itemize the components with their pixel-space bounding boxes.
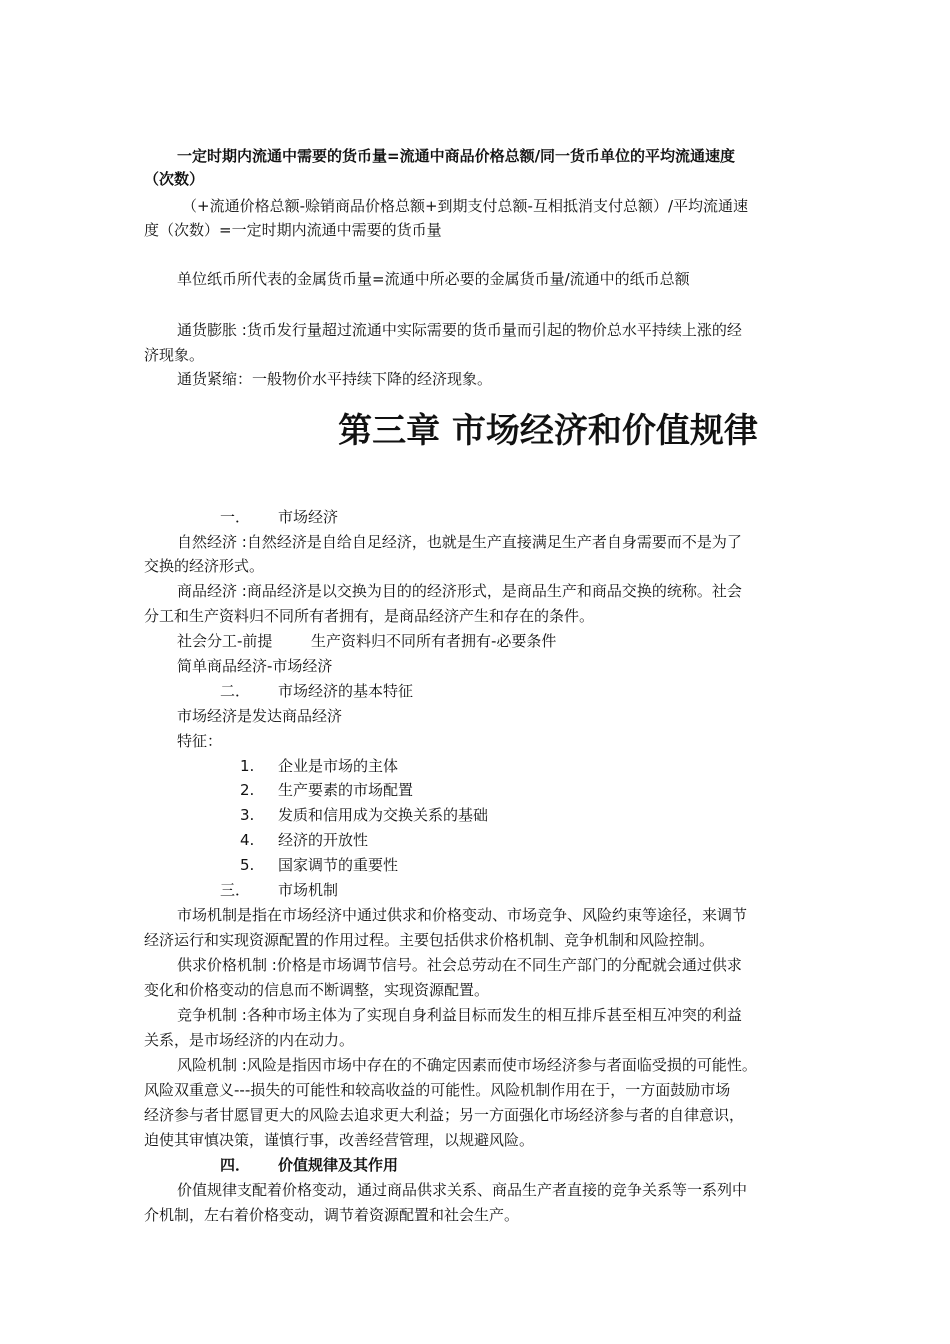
market-mechanism-line2: 经济运行和实现资源配置的作用过程。主要包括供求价格机制、竞争机制和风险控制。 bbox=[144, 931, 715, 949]
section-number: 一． bbox=[220, 508, 251, 526]
natural-economy-line1: 自然经济 :自然经济是自给自足经济，也就是生产直接满足生产者自身需要而不是为了 bbox=[177, 533, 742, 551]
value-law-line1: 价值规律支配着价格变动，通过商品供求关系、商品生产者直接的竞争关系等一系列中 bbox=[177, 1181, 748, 1199]
list-item-text: 发质和信用成为交换关系的基础 bbox=[278, 806, 489, 824]
list-item-text: 经济的开放性 bbox=[278, 831, 369, 849]
section-title: 市场经济的基本特征 bbox=[278, 682, 414, 700]
list-item-text: 生产要素的市场配置 bbox=[278, 781, 414, 799]
section-number: 二． bbox=[220, 682, 251, 700]
competition-mechanism-line2: 关系，是市场经济的内在动力。 bbox=[144, 1031, 355, 1049]
paper-money-formula: 单位纸币所代表的金属货币量=流通中所必要的金属货币量/流通中的纸币总额 bbox=[177, 270, 690, 288]
risk-mechanism-line3: 经济参与者甘愿冒更大的风险去追求更大利益；另一方面强化市场经济参与者的自律意识， bbox=[144, 1106, 745, 1124]
simple-economy-text: 简单商品经济-市场经济 bbox=[177, 657, 333, 675]
risk-mechanism-line1: 风险机制 :风险是指因市场中存在的不确定因素而使市场经济参与者面临受损的可能性。 bbox=[177, 1056, 757, 1074]
price-mechanism-line2: 变化和价格变动的信息而不断调整，实现资源配置。 bbox=[144, 981, 490, 999]
competition-mechanism-line1: 竞争机制 :各种市场主体为了实现自身利益目标而发生的相互排斥甚至相互冲突的利益 bbox=[177, 1006, 742, 1024]
market-mechanism-line1: 市场机制是指在市场经济中通过供求和价格变动、市场竞争、风险约束等途径，来调节 bbox=[177, 906, 748, 924]
list-item-number: 5. bbox=[240, 856, 255, 874]
price-mechanism-line1: 供求价格机制 :价格是市场调节信号。社会总劳动在不同生产部门的分配就会通过供求 bbox=[177, 956, 742, 974]
market-economy-intro: 市场经济是发达商品经济 bbox=[177, 707, 343, 725]
money-formula2-line1: （+流通价格总额-赊销商品价格总额+到期支付总额-互相抵消支付总额）/平均流通速 bbox=[182, 197, 749, 215]
list-item-number: 3. bbox=[240, 806, 255, 824]
inflation-def-line2: 济现象。 bbox=[144, 346, 205, 364]
section-title: 价值规律及其作用 bbox=[278, 1156, 399, 1174]
section-number: 四． bbox=[220, 1156, 251, 1174]
chapter-title: 第三章 市场经济和价值规律 bbox=[338, 411, 758, 451]
value-law-line2: 介机制，左右着价格变动，调节着资源配置和社会生产。 bbox=[144, 1206, 520, 1224]
natural-economy-line2: 交换的经济形式。 bbox=[144, 557, 265, 575]
section-number: 三． bbox=[220, 881, 251, 899]
money-formula-line1: 一定时期内流通中需要的货币量=流通中商品价格总额/同一货币单位的平均流通速度 bbox=[177, 147, 736, 165]
inflation-def-line1: 通货膨胀 :货币发行量超过流通中实际需要的货币量而引起的物价总水平持续上涨的经 bbox=[177, 321, 742, 339]
premise-text: 社会分工-前提 bbox=[177, 632, 273, 650]
section-title: 市场经济 bbox=[278, 508, 339, 526]
commodity-economy-line1: 商品经济 :商品经济是以交换为目的的经济形式，是商品生产和商品交换的统称。社会 bbox=[177, 582, 742, 600]
list-item-number: 4. bbox=[240, 831, 255, 849]
list-item-number: 2. bbox=[240, 781, 255, 799]
necessary-condition-text: 生产资料归不同所有者拥有-必要条件 bbox=[311, 632, 557, 650]
list-item-number: 1. bbox=[240, 757, 255, 775]
list-item-text: 企业是市场的主体 bbox=[278, 757, 399, 775]
money-formula-line2: （次数） bbox=[144, 170, 205, 188]
risk-mechanism-line4: 迫使其审慎决策，谨慎行事，改善经营管理，以规避风险。 bbox=[144, 1131, 535, 1149]
risk-mechanism-line2: 风险双重意义---损失的可能性和较高收益的可能性。风险机制作用在于，一方面鼓励市场 bbox=[144, 1081, 731, 1099]
list-item-text: 国家调节的重要性 bbox=[278, 856, 399, 874]
deflation-def: 通货紧缩：一般物价水平持续下降的经济现象。 bbox=[177, 370, 493, 388]
money-formula2-line2: 度（次数）=一定时期内流通中需要的货币量 bbox=[144, 221, 442, 239]
commodity-economy-line2: 分工和生产资料归不同所有者拥有，是商品经济产生和存在的条件。 bbox=[144, 607, 595, 625]
features-label: 特征： bbox=[177, 732, 223, 750]
section-title: 市场机制 bbox=[278, 881, 339, 899]
